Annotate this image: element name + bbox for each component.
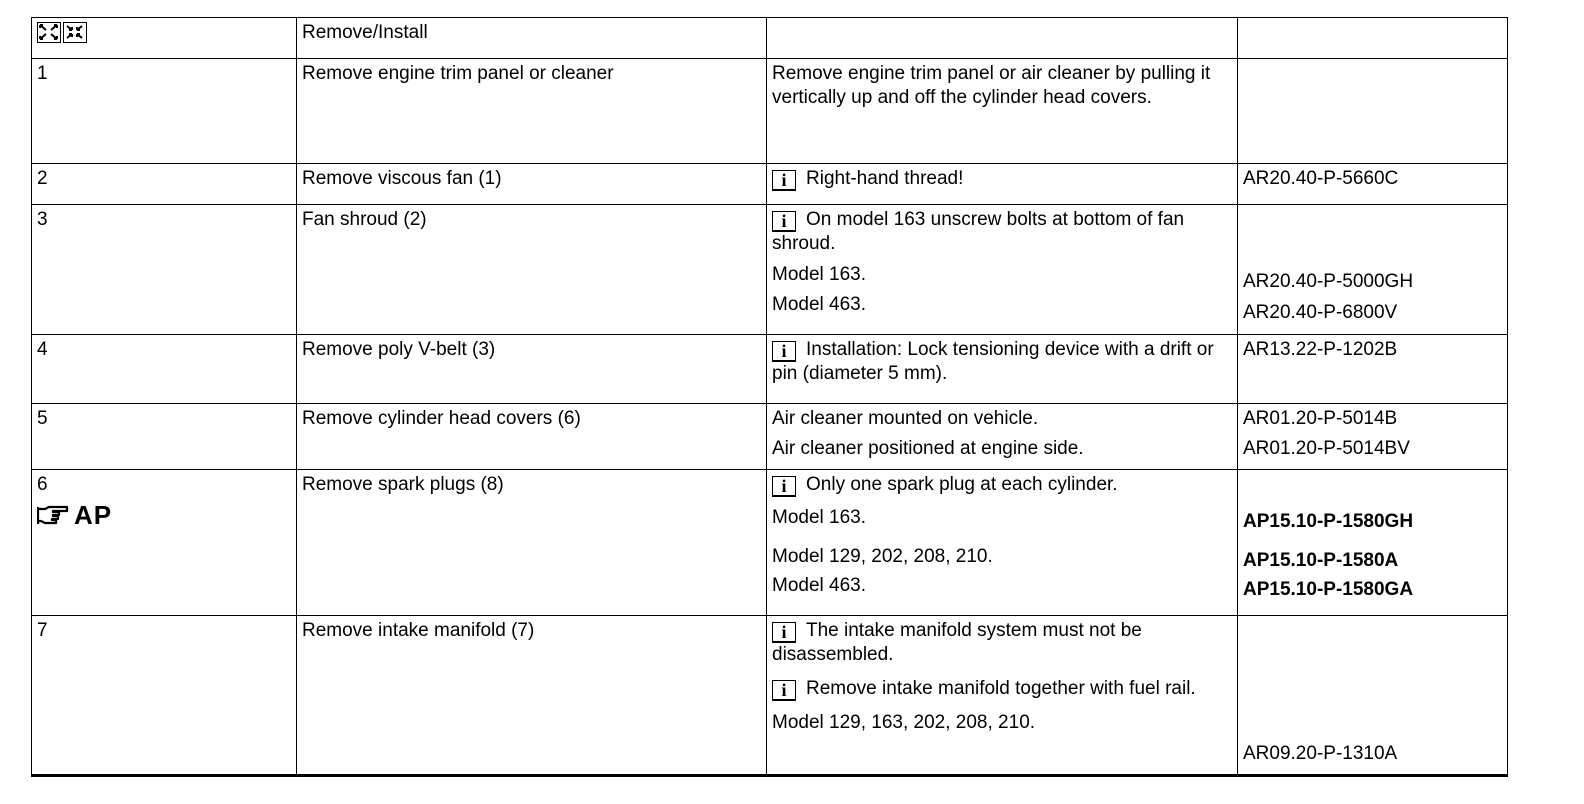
step-number: 1	[32, 59, 297, 164]
sub-ref[interactable]: AR20.40-P-6800V	[1243, 302, 1398, 323]
sub-condition: Model 463.	[772, 294, 867, 315]
step-text: Remove poly V-belt (3)	[297, 335, 767, 404]
ap-marker[interactable]	[37, 500, 291, 530]
info-icon: i	[772, 622, 796, 643]
table-row	[32, 335, 1508, 404]
info-icon: i	[772, 341, 796, 362]
step-ref	[1238, 470, 1508, 616]
table-row	[32, 59, 1508, 164]
sub-condition: Air cleaner mounted on vehicle.	[772, 408, 1039, 429]
sub-ref[interactable]: AP15.10-P-1580A	[1243, 550, 1399, 571]
sub-ref[interactable]: AP15.10-P-1580GH	[1243, 511, 1414, 532]
info-text: On model 163 unscrew bolts at bottom of fan shroud.	[772, 209, 1185, 254]
table-row	[32, 205, 1508, 335]
step-text: Remove spark plugs (8)	[297, 470, 767, 616]
step-note	[767, 616, 1238, 776]
sub-condition: Model 463.	[772, 575, 867, 596]
sub-condition: Model 163.	[772, 264, 867, 285]
info-icon: i	[772, 680, 796, 701]
procedure-table	[31, 17, 1508, 777]
info-text: Installation: Lock tensioning device with a drift or pin (diameter 5 mm).	[772, 339, 1214, 384]
info-icon: i	[772, 476, 796, 497]
step-ref	[1238, 404, 1508, 470]
step-text: Remove engine trim panel or cleaner	[297, 59, 767, 164]
header-icons-cell	[32, 18, 297, 59]
table-header-row	[32, 18, 1508, 59]
step-note	[767, 404, 1238, 470]
table-row	[32, 616, 1508, 776]
table-row	[32, 470, 1508, 616]
pointing-hand-icon	[37, 504, 71, 526]
step-ref[interactable]: AR13.22-P-1202B	[1238, 335, 1508, 404]
sub-condition: Model 163.	[772, 507, 867, 528]
step-note	[767, 335, 1238, 404]
info-text: Remove intake manifold together with fuel rail.	[806, 678, 1196, 699]
sub-condition: Model 129, 163, 202, 208, 210.	[772, 712, 1036, 733]
step-text: Remove cylinder head covers (6)	[297, 404, 767, 470]
step-number: 2	[32, 164, 297, 205]
step-note: Remove engine trim panel or air cleaner by pulling it vertically up and off the cylinder head covers.	[767, 59, 1238, 164]
sub-condition: Model 129, 202, 208, 210.	[772, 546, 993, 567]
step-number: 4	[32, 335, 297, 404]
info-text: Only one spark plug at each cylinder.	[806, 474, 1118, 495]
sub-ref[interactable]: AP15.10-P-1580GA	[1243, 579, 1414, 600]
info-text: The intake manifold system must not be disassembled.	[772, 620, 1142, 665]
sub-condition: Air cleaner positioned at engine side.	[772, 438, 1084, 459]
table-row	[32, 404, 1508, 470]
step-number: 5	[32, 404, 297, 470]
info-text: Right-hand thread!	[806, 168, 964, 189]
step-number-cell	[32, 470, 297, 616]
step-number: 7	[32, 616, 297, 776]
sub-ref[interactable]: AR01.20-P-5014BV	[1243, 438, 1410, 459]
step-note	[767, 164, 1238, 205]
step-ref	[1238, 59, 1508, 164]
step-text: Remove intake manifold (7)	[297, 616, 767, 776]
step-text: Remove viscous fan (1)	[297, 164, 767, 205]
header-title: Remove/Install	[297, 18, 767, 59]
step-note	[767, 470, 1238, 616]
step-ref	[1238, 205, 1508, 335]
info-icon: i	[772, 170, 796, 191]
info-icon: i	[772, 211, 796, 232]
sub-ref[interactable]: AR09.20-P-1310A	[1243, 743, 1398, 764]
expand-arrows-icon[interactable]	[37, 22, 61, 43]
step-text: Fan shroud (2)	[297, 205, 767, 335]
sub-ref[interactable]: AR20.40-P-5000GH	[1243, 271, 1414, 292]
step-number: 3	[32, 205, 297, 335]
sub-ref[interactable]: AR01.20-P-5014B	[1243, 408, 1398, 429]
step-ref	[1238, 616, 1508, 776]
step-ref[interactable]: AR20.40-P-5660C	[1238, 164, 1508, 205]
step-number: 6	[37, 474, 48, 495]
collapse-arrows-icon[interactable]	[63, 22, 87, 43]
ap-label: AP	[74, 500, 113, 530]
table-row	[32, 164, 1508, 205]
step-note	[767, 205, 1238, 335]
